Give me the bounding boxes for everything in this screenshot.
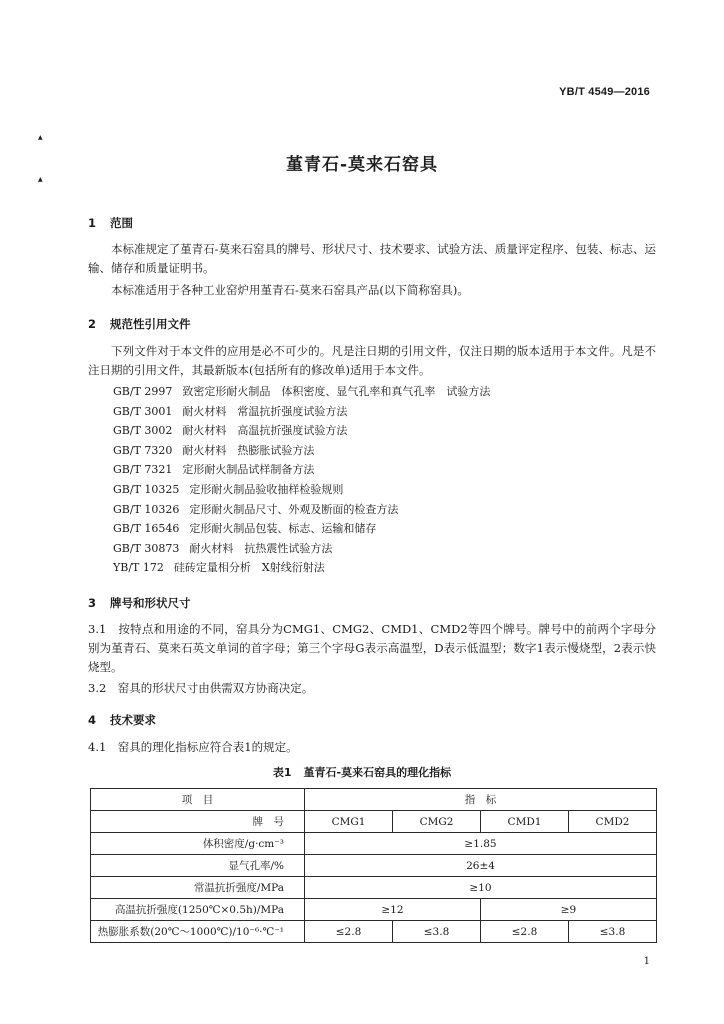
table-cell-value: ≤2.8 bbox=[481, 921, 569, 943]
reference-item bbox=[113, 558, 490, 578]
section-heading bbox=[88, 316, 191, 332]
table-row bbox=[91, 855, 657, 877]
section-title: 范围 bbox=[110, 216, 133, 230]
reference-title: 耐火材料 常温抗折强度试验方法 bbox=[182, 404, 348, 418]
table-row bbox=[91, 833, 657, 855]
table-cell-value: ≤3.8 bbox=[569, 921, 657, 943]
clause-text: 按特点和用途的不同，窑具分为CMG1、CMG2、CMD1、CMD2等四个牌号。牌号中的前两个字母分别为堇青石、莫来石英文单词的首字母；第三个字母G表示高温型，D表示低温型；数字1表示慢烧型，2表示快烧型。 bbox=[88, 622, 657, 674]
reference-code: GB/T 3002 bbox=[113, 424, 173, 438]
section-heading bbox=[88, 215, 133, 231]
reference-item bbox=[113, 421, 490, 441]
table-row bbox=[91, 921, 657, 943]
clause-number: 4.1 bbox=[88, 740, 107, 754]
standard-code: YB/T 4549—2016 bbox=[559, 86, 650, 98]
section-heading bbox=[88, 595, 191, 611]
reference-title: 定形耐火制品试样制备方法 bbox=[182, 463, 315, 477]
reference-list bbox=[113, 382, 490, 578]
reference-item bbox=[113, 382, 490, 402]
reference-code: GB/T 30873 bbox=[113, 541, 180, 555]
section-title: 规范性引用文件 bbox=[110, 317, 191, 331]
table-cell-value: 26±4 bbox=[305, 855, 657, 877]
table-cell-value: ≤2.8 bbox=[305, 921, 393, 943]
section-number: 3 bbox=[88, 596, 97, 610]
table-cell-item: 显气孔率/% bbox=[91, 855, 305, 877]
clause-text: 窑具的形状尺寸由供需双方协商决定。 bbox=[117, 681, 314, 695]
reference-title: 耐火材料 热膨胀试验方法 bbox=[182, 443, 315, 457]
table-row bbox=[91, 877, 657, 899]
document-title: 堇青石-莫来石窑具 bbox=[285, 155, 439, 175]
reference-title: 硅砖定量相分析 X射线衍射法 bbox=[173, 561, 325, 575]
reference-title: 定形耐火制品验收抽样检验规则 bbox=[189, 482, 344, 496]
table-cell-value: ≥10 bbox=[305, 877, 657, 899]
table-row bbox=[91, 899, 657, 921]
table-cell-grade: CMD1 bbox=[481, 811, 569, 833]
table-cell-value: ≤3.8 bbox=[393, 921, 481, 943]
table-row bbox=[91, 811, 657, 833]
table-caption-title: 堇青石-莫来石窑具的理化指标 bbox=[303, 766, 452, 779]
table-cell-item: 热膨胀系数(20℃～1000℃)/10⁻⁶·℃⁻¹ bbox=[91, 921, 305, 943]
reference-code: GB/T 10326 bbox=[113, 502, 180, 516]
properties-table bbox=[90, 788, 657, 943]
section-number: 1 bbox=[88, 216, 97, 230]
page-number: 1 bbox=[643, 956, 650, 967]
paragraph: 下列文件对于本文件的应用是必不可少的。凡是注日期的引用文件，仅注日期的版本适用于本文件。凡是不注日期的引用文件，其最新版本(包括所有的修改单)适用于本文件。 bbox=[88, 344, 656, 377]
table-caption bbox=[0, 764, 724, 780]
margin-mark: ▲ bbox=[38, 176, 43, 183]
reference-title: 耐火材料 抗热震性试验方法 bbox=[189, 541, 333, 555]
table-caption-number: 表1 bbox=[272, 766, 292, 779]
reference-item bbox=[113, 519, 490, 539]
table-header-index: 指 标 bbox=[305, 789, 657, 811]
margin-mark: ▲ bbox=[38, 134, 43, 141]
section-title: 技术要求 bbox=[110, 713, 156, 727]
section-title: 牌号和形状尺寸 bbox=[110, 596, 191, 610]
section-number: 4 bbox=[88, 713, 97, 727]
table-cell-grade: CMG1 bbox=[305, 811, 393, 833]
section-number: 2 bbox=[88, 317, 97, 331]
table-cell-item: 牌 号 bbox=[91, 811, 305, 833]
paragraph: 本标准适用于各种工业窑炉用堇青石-莫来石窑具产品(以下简称窑具)。 bbox=[111, 283, 469, 297]
reference-item bbox=[113, 539, 490, 559]
clause-text: 窑具的理化指标应符合表1的规定。 bbox=[117, 740, 298, 754]
section-heading bbox=[88, 712, 156, 728]
reference-code: GB/T 3001 bbox=[113, 404, 173, 418]
table-cell-value: ≥1.85 bbox=[305, 833, 657, 855]
table-cell-grade: CMD2 bbox=[569, 811, 657, 833]
reference-title: 定形耐火制品尺寸、外观及断面的检查方法 bbox=[189, 502, 399, 516]
reference-title: 致密定形耐火制品 体积密度、显气孔率和真气孔率 试验方法 bbox=[182, 385, 491, 398]
table-header-row bbox=[91, 789, 657, 811]
clause bbox=[88, 679, 656, 698]
table-cell-item: 体积密度/g·cm⁻³ bbox=[91, 833, 305, 855]
reference-code: GB/T 16546 bbox=[113, 522, 180, 536]
table-header-item: 项 目 bbox=[91, 789, 305, 811]
reference-code: GB/T 2997 bbox=[113, 385, 173, 398]
paragraph: 本标准规定了堇青石-莫来石窑具的牌号、形状尺寸、技术要求、试验方法、质量评定程序、包装、标志、运输、储存和质量证明书。 bbox=[88, 242, 656, 275]
reference-item bbox=[113, 402, 490, 422]
reference-title: 定形耐火制品包装、标志、运输和储存 bbox=[189, 522, 377, 536]
clause-number: 3.1 bbox=[88, 622, 107, 636]
reference-title: 耐火材料 高温抗折强度试验方法 bbox=[182, 424, 348, 438]
table-cell-item: 常温抗折强度/MPa bbox=[91, 877, 305, 899]
reference-code: GB/T 10325 bbox=[113, 482, 180, 496]
clause-number: 3.2 bbox=[88, 681, 107, 695]
reference-item bbox=[113, 460, 490, 480]
reference-item bbox=[113, 480, 490, 500]
clause bbox=[88, 738, 656, 757]
table-cell-value: ≥9 bbox=[481, 899, 657, 921]
table-cell-item: 高温抗折强度(1250℃×0.5h)/MPa bbox=[91, 899, 305, 921]
reference-item bbox=[113, 500, 490, 520]
reference-code: GB/T 7320 bbox=[113, 443, 173, 457]
clause bbox=[88, 620, 656, 677]
reference-code: YB/T 172 bbox=[113, 561, 164, 575]
reference-code: GB/T 7321 bbox=[113, 463, 173, 477]
table-cell-value: ≥12 bbox=[305, 899, 481, 921]
table-cell-grade: CMG2 bbox=[393, 811, 481, 833]
reference-item bbox=[113, 441, 490, 461]
